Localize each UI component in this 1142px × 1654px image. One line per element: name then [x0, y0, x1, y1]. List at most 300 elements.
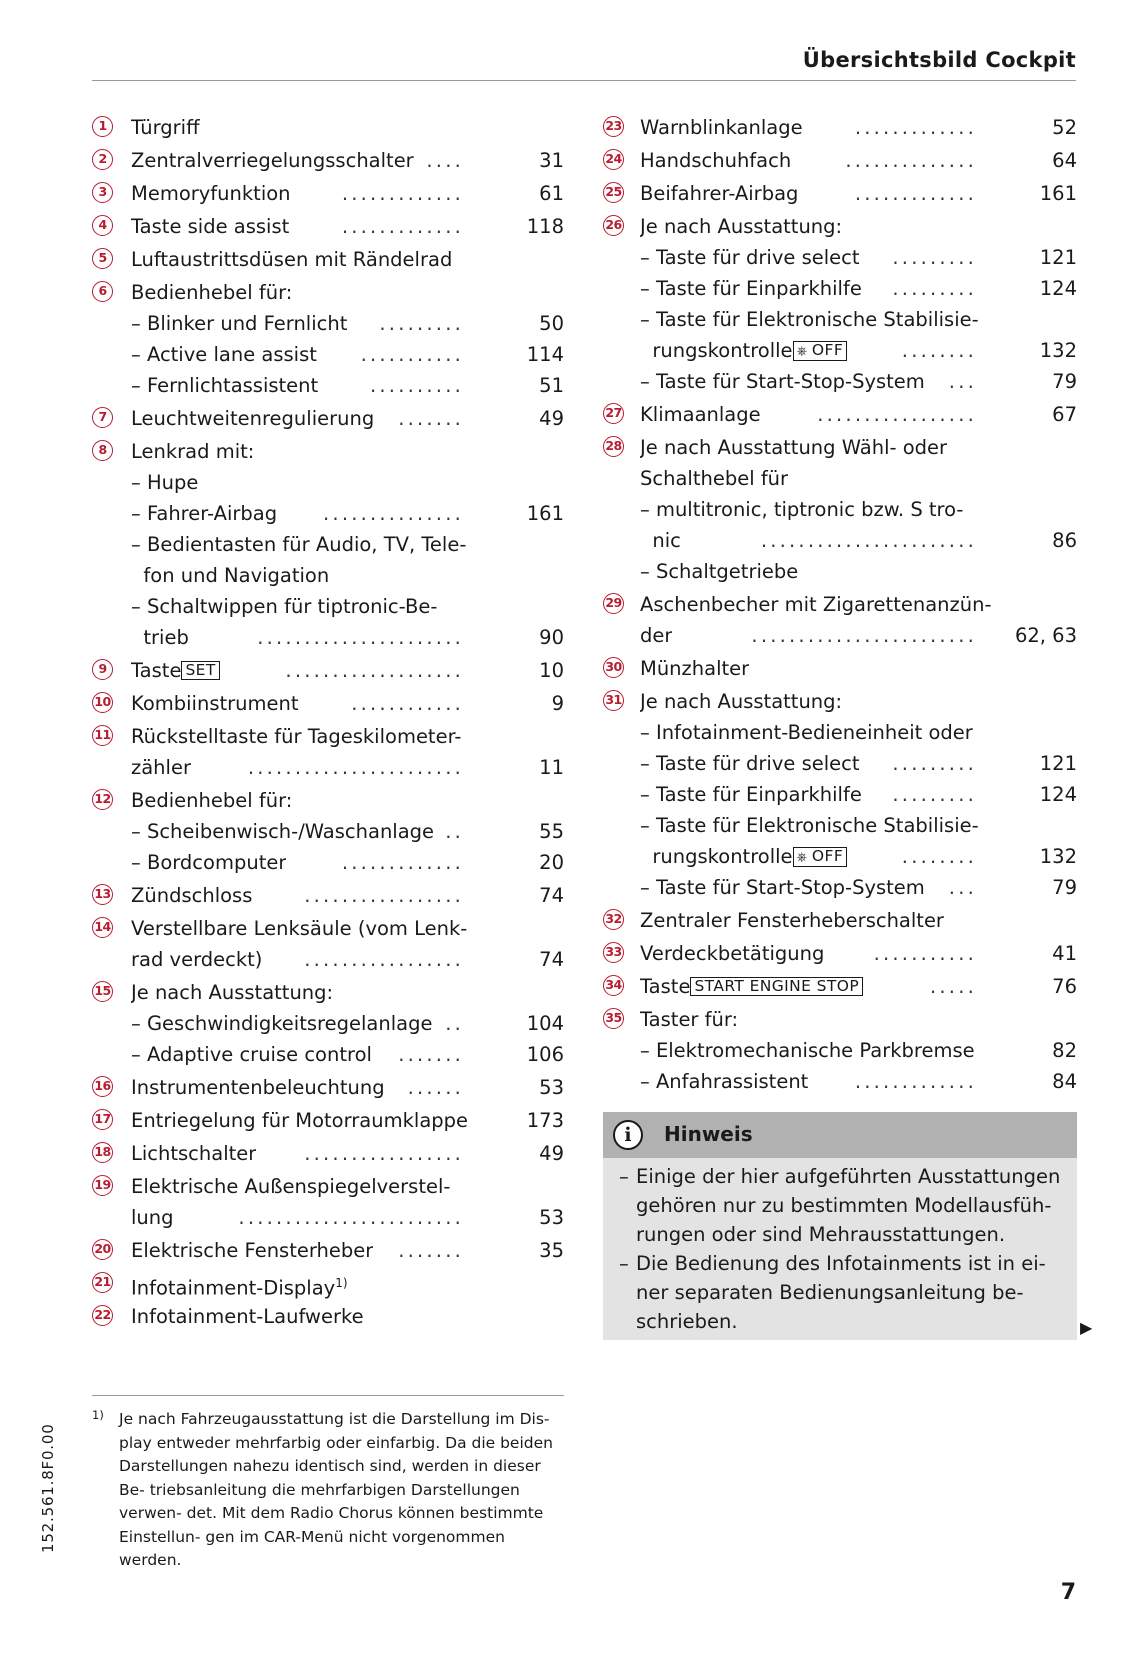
item-label: [640, 873, 925, 902]
item-label-text: Warnblinkanlage: [640, 116, 803, 139]
item-label: [131, 592, 437, 621]
legend-item: [92, 1172, 564, 1201]
item-label: [131, 146, 414, 175]
key-symbol-text: START ENGINE STOP: [694, 977, 860, 995]
legend-subitem: [92, 753, 564, 782]
legend-subitem: [92, 371, 564, 400]
item-label-text: Handschuhfach: [640, 149, 792, 172]
legend-item: [92, 212, 564, 241]
item-label: [131, 340, 317, 369]
leader-dots: ...: [948, 370, 977, 393]
item-label: [131, 1236, 373, 1265]
item-number-badge: 9: [92, 659, 113, 680]
leader-dots: .........: [892, 752, 977, 775]
legend-item: [92, 881, 564, 910]
item-label: [131, 245, 452, 274]
item-label-text: Taster für:: [640, 1008, 739, 1031]
item-label-text: – Taste für drive select: [640, 752, 860, 775]
legend-subitem: [603, 495, 1077, 524]
page-reference: 114: [526, 343, 564, 366]
item-label: [640, 749, 860, 778]
page-reference: 132: [1039, 845, 1077, 868]
item-number-badge: 30: [603, 657, 624, 678]
item-number-badge: 5: [92, 248, 113, 269]
item-label-text: lung: [131, 1206, 174, 1229]
key-symbol-text: OFF: [811, 847, 844, 865]
legend-subitem: [92, 623, 564, 652]
legend-subitem: [603, 336, 1077, 365]
footnote-divider: [92, 1395, 564, 1396]
legend-subitem: [603, 243, 1077, 272]
item-label-text: Münzhalter: [640, 657, 750, 680]
item-label: [131, 561, 329, 590]
legend-item: [92, 656, 564, 685]
legend-item: [603, 212, 1077, 241]
legend-subitem: [603, 367, 1077, 396]
item-label-text: – Taste für Einparkhilfe: [640, 783, 862, 806]
page-number: 7: [1060, 1580, 1076, 1605]
item-label-text: Aschenbecher mit Zigarettenanzün-: [640, 593, 992, 616]
item-label: [131, 848, 286, 877]
item-label-text: – Bedientasten für Audio, TV, Tele-: [131, 533, 467, 556]
item-label: [640, 400, 761, 429]
item-label: [640, 1005, 738, 1034]
page-reference: 106: [526, 1043, 564, 1066]
leader-dots: .............: [341, 215, 464, 238]
item-label: [131, 881, 252, 910]
info-icon: i: [613, 1120, 643, 1150]
page-reference: 86: [1052, 529, 1077, 552]
leader-dots: ..: [445, 820, 464, 843]
item-number-badge: 28: [603, 436, 624, 457]
legend-item: [603, 654, 1077, 683]
page-reference: 76: [1052, 975, 1077, 998]
item-label: [131, 914, 467, 943]
item-label-text: – Anfahrassistent: [640, 1070, 809, 1093]
item-number-badge: 14: [92, 917, 113, 938]
page-reference: 124: [1039, 783, 1077, 806]
leader-dots: ...................: [285, 659, 464, 682]
item-label-text: – Geschwindigkeitsregelanlage: [131, 1012, 433, 1035]
page-reference: 104: [526, 1012, 564, 1035]
item-number-badge: 34: [603, 975, 624, 996]
item-label-text: – Fahrer-Airbag: [131, 502, 278, 525]
legend-subitem: [92, 340, 564, 369]
leader-dots: ..............: [845, 149, 977, 172]
item-label-text: Kombiinstrument: [131, 692, 299, 715]
hint-title: Hinweis: [664, 1122, 753, 1146]
page-reference: 118: [526, 215, 564, 238]
item-label-text: – Taste für Start-Stop-System: [640, 876, 925, 899]
legend-item: [92, 437, 564, 466]
key-symbol: [793, 341, 848, 361]
page-reference: 55: [539, 820, 564, 843]
item-number-badge: 21: [92, 1272, 113, 1293]
item-label: [640, 811, 979, 840]
page-reference: 121: [1039, 752, 1077, 775]
leader-dots: ........: [901, 339, 977, 362]
page-reference: 84: [1052, 1070, 1077, 1093]
item-label-text: – Fernlichtassistent: [131, 374, 319, 397]
leader-dots: .............: [854, 1070, 977, 1093]
item-label: [131, 437, 254, 466]
page-header-title: Übersichtsbild Cockpit: [802, 48, 1076, 72]
leader-dots: .......: [398, 1239, 464, 1262]
item-number-badge: 8: [92, 440, 113, 461]
legend-subitem: [603, 749, 1077, 778]
item-label-text: Leuchtweitenregulierung: [131, 407, 375, 430]
header-divider: [92, 80, 1076, 81]
page-reference: 173: [526, 1109, 564, 1132]
item-label: [131, 1009, 432, 1038]
item-label-text: – Active lane assist: [131, 343, 317, 366]
item-label-text: – Adaptive cruise control: [131, 1043, 372, 1066]
legend-subitem: [603, 526, 1077, 555]
page-reference: 161: [1039, 182, 1077, 205]
item-label-text: Zentraler Fensterheberschalter: [640, 909, 944, 932]
page-reference: 62, 63: [1014, 624, 1077, 647]
leader-dots: ..: [445, 1012, 464, 1035]
item-label: [640, 179, 798, 208]
leader-dots: ..........: [370, 374, 464, 397]
item-label: [131, 404, 374, 433]
legend-item: [92, 786, 564, 815]
leader-dots: ...........: [360, 343, 464, 366]
legend-item: [603, 1005, 1077, 1034]
item-label-text: trieb: [131, 626, 189, 649]
legend-subitem: [603, 842, 1077, 871]
item-number-badge: 18: [92, 1142, 113, 1163]
item-label: [131, 1106, 468, 1135]
item-label: [640, 557, 798, 586]
item-label-text: Je nach Ausstattung:: [640, 215, 843, 238]
document-code: 152.561.8F0.00: [39, 1423, 57, 1553]
legend-subitem: [92, 499, 564, 528]
leader-dots: .............: [341, 182, 464, 205]
item-label-text: Elektrische Außenspiegelverstel-: [131, 1175, 451, 1198]
esc-car-icon: ⎈: [796, 850, 812, 865]
legend-subitem: [92, 309, 564, 338]
item-label-text: – Taste für Start-Stop-System: [640, 370, 925, 393]
item-label: [131, 212, 289, 241]
item-label-text: Zentralverriegelungsschalter: [131, 149, 414, 172]
leader-dots: .......: [398, 1043, 464, 1066]
item-label-text: Klimaanlage: [640, 403, 761, 426]
page-reference: 67: [1052, 403, 1077, 426]
item-label-text: Beifahrer-Airbag: [640, 182, 799, 205]
item-label-text: Rückstelltaste für Tageskilometer-: [131, 725, 462, 748]
item-label-text: rungskontrolle: [640, 339, 793, 362]
item-number-badge: 16: [92, 1076, 113, 1097]
legend-column-right: [603, 109, 1077, 1096]
item-label-text: – multitronic, tiptronic bzw. S tro-: [640, 498, 964, 521]
legend-column-left: [92, 109, 564, 1331]
item-number-badge: 6: [92, 281, 113, 302]
item-label-text: – Scheibenwisch-/Waschanlage: [131, 820, 435, 843]
item-label-text: – Hupe: [131, 471, 199, 494]
hint-item: – Die Bedienung des Infotainments ist in ei- ner separaten Bedienungsanleitung be- schrieben.: [619, 1249, 1063, 1336]
item-label: [131, 1073, 385, 1102]
page-reference: 31: [539, 149, 564, 172]
item-label-text: – Taste für Einparkhilfe: [640, 277, 862, 300]
page-reference: 61: [539, 182, 564, 205]
item-number-badge: 33: [603, 942, 624, 963]
legend-subitem: [603, 811, 1077, 840]
legend-item: [603, 433, 1077, 462]
page-reference: 10: [539, 659, 564, 682]
footnote-text: Je nach Fahrzeugausstattung ist die Darstellung im Dis- play entweder mehrfarbig oder einfarbig. Da die beiden Darstellungen nahezu identisch sind, werden in dieser Be- triebsanleitung die mehrfarbigen Darstellungen verwen- det. Mit dem Radio Chorus können bestimmte Einstellun- gen im CAR-Menü nicht vorgenommen werden.: [119, 1410, 553, 1569]
page-reference: 9: [551, 692, 564, 715]
item-label: [640, 367, 925, 396]
item-label-text: – Taste für Elektronische Stabilisie-: [640, 814, 979, 837]
legend-item: [603, 146, 1077, 175]
item-number-badge: 12: [92, 789, 113, 810]
page-reference: 90: [539, 626, 564, 649]
item-label: [640, 464, 788, 493]
item-label: [131, 468, 198, 497]
legend-item: [603, 590, 1077, 619]
page-reference: 20: [539, 851, 564, 874]
page-reference: 49: [539, 1142, 564, 1165]
item-label: [131, 753, 191, 782]
item-label-text: Bedienhebel für:: [131, 789, 293, 812]
item-number-badge: 7: [92, 407, 113, 428]
item-label-text: Taste: [640, 975, 691, 998]
item-label: [640, 146, 791, 175]
item-number-badge: 11: [92, 725, 113, 746]
leader-dots: ...............: [323, 502, 464, 525]
legend-item: [603, 906, 1077, 935]
item-label: [131, 278, 292, 307]
item-number-badge: 4: [92, 215, 113, 236]
item-label: [640, 621, 672, 650]
item-number-badge: 2: [92, 149, 113, 170]
item-label-text: Lenkrad mit:: [131, 440, 255, 463]
item-label: [640, 590, 992, 619]
legend-item: [92, 179, 564, 208]
leader-dots: .........: [892, 783, 977, 806]
item-label: [640, 433, 947, 462]
legend-subitem: [92, 848, 564, 877]
page-reference: 35: [539, 1239, 564, 1262]
page-reference: 52: [1052, 116, 1077, 139]
item-label-text: fon und Navigation: [131, 564, 330, 587]
legend-subitem: [603, 873, 1077, 902]
legend-item: [603, 179, 1077, 208]
item-label: [131, 309, 347, 338]
legend-subitem: [603, 305, 1077, 334]
page-reference: 53: [539, 1076, 564, 1099]
item-label-text: – Schaltgetriebe: [640, 560, 799, 583]
item-label-text: – Schaltwippen für tiptronic-Be-: [131, 595, 438, 618]
item-label-text: nic: [640, 529, 681, 552]
item-number-badge: 32: [603, 909, 624, 930]
item-label: [640, 336, 847, 365]
item-label-text: – Bordcomputer: [131, 851, 287, 874]
hint-body: [603, 1158, 1077, 1336]
leader-dots: .....: [930, 975, 977, 998]
page-reference: 132: [1039, 339, 1077, 362]
item-label-text: Je nach Ausstattung Wähl- oder: [640, 436, 948, 459]
leader-dots: .............: [341, 851, 464, 874]
hint-header: [603, 1112, 1077, 1158]
item-number-badge: 17: [92, 1109, 113, 1130]
item-label-text: Zündschloss: [131, 884, 253, 907]
item-label: [131, 1203, 174, 1232]
item-label-text: rad verdeckt): [131, 948, 263, 971]
leader-dots: .................: [817, 403, 977, 426]
item-label-text: der: [640, 624, 673, 647]
legend-subitem: [603, 780, 1077, 809]
leader-dots: .............: [854, 116, 977, 139]
item-label-text: Türgriff: [131, 116, 200, 139]
item-label: [640, 842, 847, 871]
leader-dots: ........................: [238, 1206, 464, 1229]
item-label-text: Taste: [131, 659, 182, 682]
item-label: [640, 526, 681, 555]
item-label: [640, 212, 842, 241]
legend-item: [603, 972, 1077, 1001]
esc-car-icon: ⎈: [796, 344, 812, 359]
item-label: [640, 495, 963, 524]
leader-dots: ...........: [873, 942, 977, 965]
leader-dots: ......................: [257, 626, 464, 649]
legend-subitem: [92, 468, 564, 497]
item-label: [131, 179, 291, 208]
leader-dots: ......: [407, 1076, 464, 1099]
hint-box: [603, 1112, 1077, 1340]
legend-subitem: [603, 1036, 1077, 1065]
legend-item: [92, 1236, 564, 1265]
leader-dots: .......: [398, 407, 464, 430]
item-label: [131, 945, 262, 974]
item-label: [131, 499, 277, 528]
page-reference: 53: [539, 1206, 564, 1229]
item-number-badge: 22: [92, 1305, 113, 1326]
footnote: [92, 1408, 567, 1573]
leader-dots: .........: [892, 277, 977, 300]
item-label-text: Memoryfunktion: [131, 182, 291, 205]
leader-dots: ............: [351, 692, 464, 715]
page-reference: 11: [539, 756, 564, 779]
item-label-text: Luftaustrittsdüsen mit Rändelrad: [131, 248, 453, 271]
item-number-badge: 3: [92, 182, 113, 203]
item-label-text: – Elektromechanische Parkbremse: [640, 1039, 975, 1062]
legend-item: [92, 278, 564, 307]
legend-subitem: [603, 464, 1077, 493]
item-label-text: Lichtschalter: [131, 1142, 257, 1165]
item-label-text: Elektrische Fensterheber: [131, 1239, 374, 1262]
leader-dots: ........................: [751, 624, 977, 647]
legend-item: [92, 1073, 564, 1102]
item-number-badge: 20: [92, 1239, 113, 1260]
legend-item: [92, 1139, 564, 1168]
key-symbol: [793, 847, 848, 867]
key-symbol: [690, 977, 863, 996]
page-reference: 51: [539, 374, 564, 397]
item-label: [640, 1036, 975, 1065]
item-label: [640, 780, 862, 809]
item-label-text: – Infotainment-Bedieneinheit oder: [640, 721, 973, 744]
leader-dots: .........: [892, 246, 977, 269]
item-label: [640, 654, 749, 683]
leader-dots: .................: [304, 884, 464, 907]
page-reference: 124: [1039, 277, 1077, 300]
legend-item: [92, 1106, 564, 1135]
legend-item: [603, 400, 1077, 429]
legend-item: [92, 146, 564, 175]
legend-item: [92, 689, 564, 718]
item-label: [131, 786, 292, 815]
item-label-text: Infotainment-Display: [131, 1276, 336, 1300]
item-label: [640, 718, 973, 747]
item-number-badge: 10: [92, 692, 113, 713]
leader-dots: .................: [304, 1142, 464, 1165]
legend-item: [92, 722, 564, 751]
legend-subitem: [92, 1009, 564, 1038]
legend-subitem: [92, 592, 564, 621]
leader-dots: .............: [854, 182, 977, 205]
legend-item: [92, 245, 564, 274]
item-label-text: Verstellbare Lenksäule (vom Lenk-: [131, 917, 468, 940]
key-symbol-text: SET: [185, 661, 216, 679]
item-label-text: Bedienhebel für:: [131, 281, 293, 304]
item-label: [640, 972, 863, 1001]
legend-item: [92, 978, 564, 1007]
item-label: [640, 113, 803, 142]
item-label: [640, 906, 944, 935]
item-label-text: Je nach Ausstattung:: [131, 981, 334, 1004]
page-reference: 49: [539, 407, 564, 430]
leader-dots: ...: [948, 876, 977, 899]
legend-subitem: [603, 621, 1077, 650]
legend-subitem: [92, 1040, 564, 1069]
page-reference: 121: [1039, 246, 1077, 269]
legend-item: [92, 1269, 564, 1298]
item-label: [131, 530, 466, 559]
legend-subitem: [603, 718, 1077, 747]
item-label: [131, 1269, 348, 1303]
item-label-text: Verdeckbetätigung: [640, 942, 825, 965]
item-label-text: Entriegelung für Motorraumklappe: [131, 1109, 469, 1132]
item-label: [131, 113, 200, 142]
item-label: [640, 274, 862, 303]
legend-subitem: [92, 1203, 564, 1232]
page-reference: 79: [1052, 876, 1077, 899]
legend-item: [603, 687, 1077, 716]
leader-dots: .......................: [247, 756, 464, 779]
item-label-text: Schalthebel für: [640, 467, 789, 490]
legend-item: [92, 1302, 564, 1331]
item-number-badge: 29: [603, 593, 624, 614]
hint-item: – Einige der hier aufgeführten Ausstattungen gehören nur zu bestimmten Modellausfüh- rungen oder sind Mehrausstattungen.: [619, 1162, 1063, 1249]
leader-dots: .................: [304, 948, 464, 971]
item-label: [640, 939, 824, 968]
key-symbol-text: OFF: [811, 341, 844, 359]
item-label-text: Instrumentenbeleuchtung: [131, 1076, 385, 1099]
item-label: [131, 1139, 256, 1168]
item-label: [131, 371, 318, 400]
legend-subitem: [603, 274, 1077, 303]
legend-item: [92, 113, 564, 142]
item-label: [640, 305, 979, 334]
item-label: [131, 623, 189, 652]
legend-item: [603, 939, 1077, 968]
item-number-badge: 1: [92, 116, 113, 137]
item-label-text: zähler: [131, 756, 191, 779]
item-label-text: – Taste für Elektronische Stabilisie-: [640, 308, 979, 331]
footnote-ref: 1): [335, 1276, 348, 1290]
